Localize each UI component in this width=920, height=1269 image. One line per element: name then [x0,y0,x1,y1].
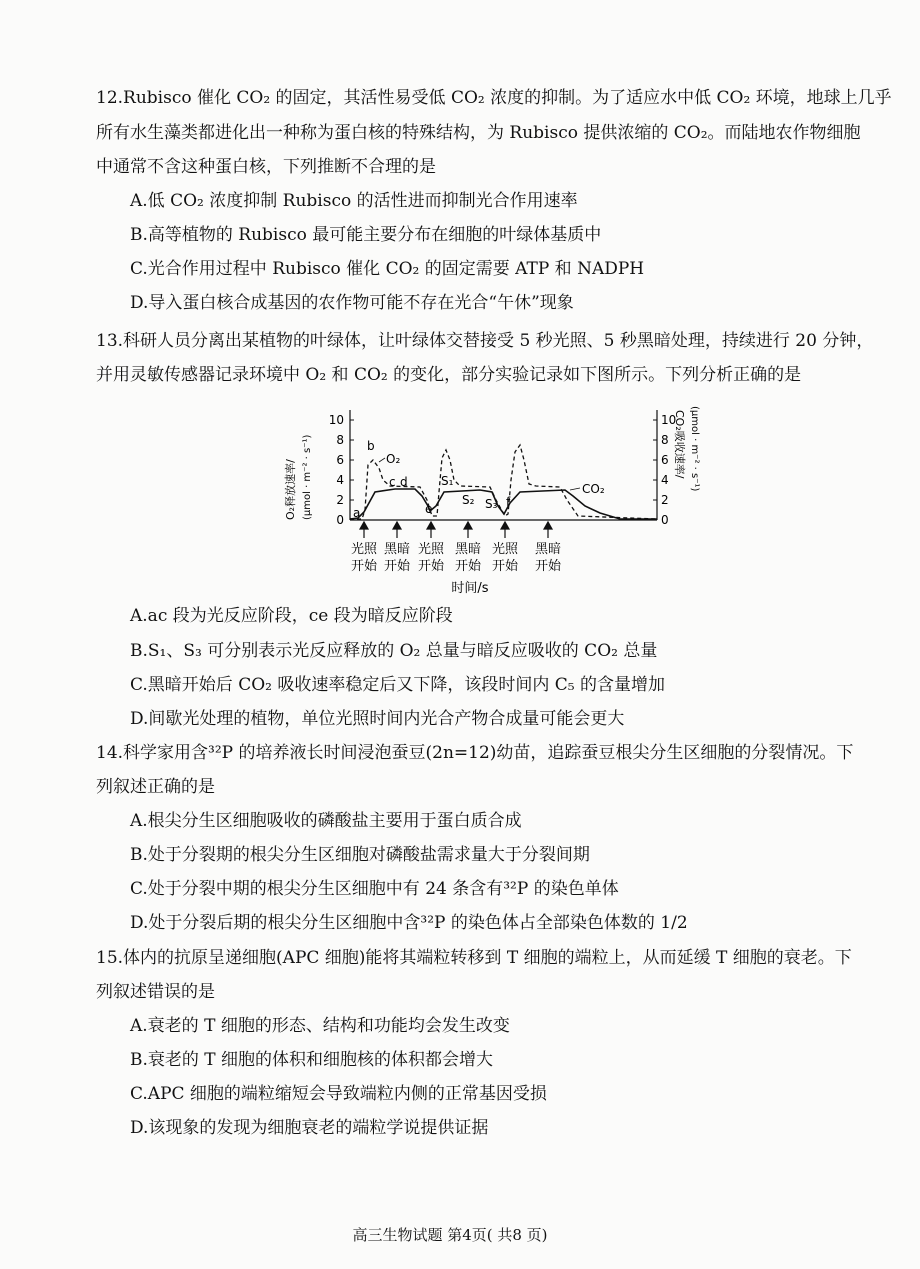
event-3-line2: 开始 [417,559,445,574]
q13-option-a: A.ac 段为光反应阶段，ce 段为暗反应阶段 [130,606,453,626]
left-tick-10: 10 [328,413,344,427]
q12-option-a: A.低 CO₂ 浓度抑制 Rubisco 的活性进而抑制光合作用速率 [130,191,578,211]
left-tick-0: 0 [336,513,344,527]
right-tick-10: 10 [661,413,677,427]
right-axis-label: CO₂吸收速率/ [673,410,686,479]
event-4-line1: 黑暗 [454,542,482,557]
event-2-line1: 黑暗 [383,542,411,557]
q15-option-b: B.衰老的 T 细胞的体积和细胞核的体积都会增大 [130,1050,494,1070]
event-5-line2: 开始 [491,559,519,574]
right-tick-4: 4 [661,473,669,487]
q12-line-3: 中通常不含这种蛋白核，下列推断不合理的是 [96,157,436,177]
left-tick-6: 6 [336,453,344,467]
point-label-f: f [506,495,511,509]
q12-option-d: D.导入蛋白核合成基因的农作物可能不存在光合“午休”现象 [130,293,574,313]
q13-line-1: 13.科研人员分离出某植物的叶绿体，让叶绿体交替接受 5 秒光照、5 秒黑暗处理，持续进行 20 分钟， [96,331,874,351]
point-label-d: d [400,475,408,489]
q13-line-2: 并用灵敏传感器记录环境中 O₂ 和 CO₂ 的变化，部分实验记录如下图所示。下列分析正确的是 [96,365,802,385]
point-label-b: b [367,439,375,453]
x-axis-label: 时间/s [451,581,489,596]
q15-option-d: D.该现象的发现为细胞衰老的端粒学说提供证据 [130,1118,489,1138]
q15-line-1: 15.体内的抗原呈递细胞(APC 细胞)能将其端粒转移到 T 细胞的端粒上，从而延缓 T 细胞的衰老。下 [96,948,852,968]
left-tick-8: 8 [336,433,344,447]
event-3-line1: 光照 [417,542,445,557]
q13-option-b: B.S₁、S₃ 可分别表示光反应释放的 O₂ 总量与暗反应吸收的 CO₂ 总量 [130,641,658,661]
q12-option-c: C.光合作用过程中 Rubisco 催化 CO₂ 的固定需要 ATP 和 NADPH [130,259,645,279]
q15-line-2: 列叙述错误的是 [96,982,215,1002]
left-axis-unit: (μmol · m⁻² · s⁻¹) [302,434,313,520]
event-2-line2: 开始 [383,559,411,574]
q14-line-1: 14.科学家用含³²P 的培养液长时间浸泡蚕豆(2n=12)幼苗，追踪蚕豆根尖分生区细胞的分裂情况。下 [96,743,854,763]
photosynthesis-figure [280,400,700,600]
q14-line-2: 列叙述正确的是 [96,777,215,797]
o2-curve-label: O₂ [386,452,401,466]
q14-option-b: B.处于分裂期的根尖分生区细胞对磷酸盐需求量大于分裂间期 [130,845,590,865]
q12-line-2: 所有水生藻类都进化出一种称为蛋白核的特殊结构，为 Rubisco 提供浓缩的 CO₂。而陆地农作物细胞 [96,123,861,143]
q12-line-1: 12.Rubisco 催化 CO₂ 的固定，其活性易受低 CO₂ 浓度的抑制。为了适应水中低 CO₂ 环境，地球上几乎 [96,88,892,108]
co2-curve-label: CO₂ [582,482,605,496]
q14-option-d: D.处于分裂后期的根尖分生区细胞中含³²P 的染色体占全部染色体数的 1/2 [130,913,688,933]
q15-option-a: A.衰老的 T 细胞的形态、结构和功能均会发生改变 [130,1016,510,1036]
event-6-line1: 黑暗 [534,542,562,557]
q14-option-c: C.处于分裂中期的根尖分生区细胞中有 24 条含有³²P 的染色单体 [130,879,619,899]
q12-option-b: B.高等植物的 Rubisco 最可能主要分布在细胞的叶绿体基质中 [130,225,602,245]
left-axis-label: O₂释放速率/ [284,459,297,520]
right-tick-0: 0 [661,513,669,527]
area-label-s1: S₁ [441,474,454,488]
left-tick-4: 4 [336,473,344,487]
event-6-line2: 开始 [534,559,562,574]
area-label-s3: S₃ [485,497,498,511]
right-tick-8: 8 [661,433,669,447]
point-label-a: a [353,506,361,520]
left-tick-2: 2 [336,493,344,507]
q13-option-c: C.黑暗开始后 CO₂ 吸收速率稳定后又下降，该段时间内 C₅ 的含量增加 [130,675,666,695]
q14-option-a: A.根尖分生区细胞吸收的磷酸盐主要用于蛋白质合成 [130,811,522,831]
event-1-line2: 开始 [350,559,378,574]
area-label-s2: S₂ [462,493,475,507]
q15-option-c: C.APC 细胞的端粒缩短会导致端粒内侧的正常基因受损 [130,1084,547,1104]
event-4-line2: 开始 [454,559,482,574]
q13-option-d: D.间歇光处理的植物，单位光照时间内光合产物合成量可能会更大 [130,709,625,729]
point-label-c: c [389,475,396,489]
event-5-line1: 光照 [491,542,519,557]
point-label-e: e [425,502,433,516]
event-1-line1: 光照 [350,542,378,557]
right-tick-2: 2 [661,493,669,507]
right-tick-6: 6 [661,453,669,467]
right-axis-unit: (μmol · m⁻² · s⁻¹) [689,406,700,492]
page-footer: 高三生物试题 第4页( 共8 页) [352,1226,548,1244]
